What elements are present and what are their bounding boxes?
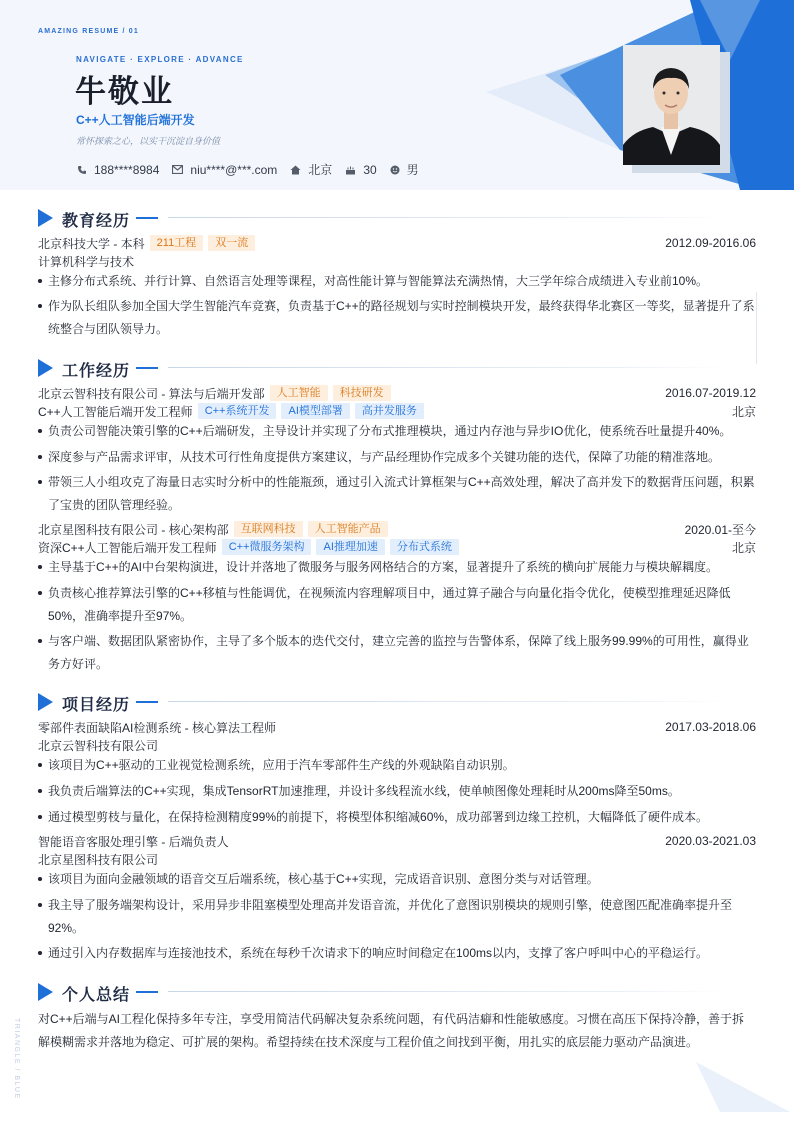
title-line bbox=[168, 991, 728, 992]
list-item: 带领三人小组攻克了海量日志实时分析中的性能瓶颈，通过引入流式计算框架与C++高效处理，解决了高并发下的数据背压问题，积累了宝贵的团队管理经验。 bbox=[38, 471, 756, 517]
role-name: 资深C++人工智能后端开发工程师 bbox=[38, 540, 217, 555]
email-text: niu****@***.com bbox=[190, 162, 278, 177]
resume-header bbox=[0, 0, 794, 190]
list-item: 该项目为面向金融领域的语音交互后端系统，核心基于C++实现，完成语音识别、意图分类与对话管理。 bbox=[38, 868, 756, 891]
company-name: 北京云智科技有限公司 - 算法与后端开发部 bbox=[38, 386, 265, 401]
contact-age bbox=[345, 163, 376, 177]
phone-icon bbox=[77, 165, 87, 175]
project-title: 零部件表面缺陷AI检测系统 - 核心算法工程师 bbox=[38, 720, 277, 735]
section-title-text: 个人总结 bbox=[62, 987, 131, 1004]
list-item: 深度参与产品需求评审，从技术可行性角度提供方案建议，与产品经理协作完成多个关键功能的迭代，保障了功能的精准落地。 bbox=[38, 446, 756, 469]
project-company-text: 北京云智科技有限公司 bbox=[38, 738, 159, 753]
title-line bbox=[168, 701, 728, 702]
company-tag: 科技研发 bbox=[333, 385, 391, 401]
top-label: AMAZING RESUME / 01 bbox=[38, 28, 139, 35]
company-tag: 人工智能 bbox=[270, 385, 328, 401]
work-company-row bbox=[38, 520, 756, 538]
role-tag: 分布式系统 bbox=[390, 539, 459, 555]
list-item: 我负责后端算法的C++实现，集成TensorRT加速推理，并设计多线程流水线，使单帧图像处理耗时从200ms降至50ms。 bbox=[38, 780, 756, 803]
project-header bbox=[38, 718, 756, 736]
major-text: 计算机科学与技术 bbox=[38, 254, 135, 269]
work-date: 2020.01-至今 bbox=[684, 522, 756, 537]
list-item: 通过模型剪枝与量化，在保持检测精度99%的前提下，将模型体积缩减60%，成功部署到边缘工控机，大幅降低了硬件成本。 bbox=[38, 806, 756, 829]
bullet-dot-icon bbox=[38, 429, 42, 433]
motto: 常怀探索之心，以实干沉淀自身价值 bbox=[76, 136, 221, 146]
bullet-dot-icon bbox=[38, 279, 42, 283]
work-city: 北京 bbox=[731, 404, 756, 419]
bullet-dot-icon bbox=[38, 951, 42, 955]
title-dash bbox=[136, 367, 158, 369]
project-header bbox=[38, 832, 756, 850]
triangle-marker-icon bbox=[38, 209, 53, 227]
role-tag: C++微服务架构 bbox=[222, 539, 312, 555]
smile-icon bbox=[390, 165, 400, 175]
education-date: 2012.09-2016.06 bbox=[665, 236, 756, 250]
mail-icon bbox=[172, 165, 183, 174]
role-tag: AI模型部署 bbox=[281, 403, 349, 419]
role-tag: 高并发服务 bbox=[355, 403, 424, 419]
contact-location bbox=[290, 161, 332, 178]
section-title-work bbox=[38, 358, 756, 378]
work-city: 北京 bbox=[731, 540, 756, 555]
profile-photo bbox=[623, 45, 720, 165]
location-text: 北京 bbox=[308, 163, 333, 177]
role-tag: AI推理加速 bbox=[316, 539, 384, 555]
work-date: 2016.07-2019.12 bbox=[665, 386, 756, 400]
list-item: 与客户端、数据团队紧密协作，主导了多个版本的迭代交付，建立完善的监控与告警体系，保障了线上服务99.99%的可用性，赢得业务方好评。 bbox=[38, 630, 756, 676]
bullet-dot-icon bbox=[38, 480, 42, 484]
section-title-text: 项目经历 bbox=[62, 697, 131, 714]
contact-gender bbox=[390, 161, 419, 178]
corner-triangle-decoration bbox=[690, 1060, 794, 1123]
title-line bbox=[168, 217, 728, 218]
side-rule bbox=[756, 292, 757, 364]
school-name: 北京科技大学 - 本科 bbox=[38, 236, 145, 251]
contact-bar bbox=[77, 161, 432, 178]
cake-icon bbox=[345, 165, 356, 175]
bullet-dot-icon bbox=[38, 877, 42, 881]
school-tag: 211工程 bbox=[150, 235, 204, 251]
project-company bbox=[38, 736, 756, 754]
home-icon bbox=[290, 165, 301, 175]
candidate-name: 牛敬业 bbox=[75, 74, 174, 109]
section-title-projects bbox=[38, 692, 756, 712]
bullet-dot-icon bbox=[38, 591, 42, 595]
title-dash bbox=[136, 991, 158, 993]
project-company-text: 北京星图科技有限公司 bbox=[38, 852, 159, 867]
title-line bbox=[168, 367, 728, 368]
role-name: C++人工智能后端开发工程师 bbox=[38, 404, 193, 419]
bullet-dot-icon bbox=[38, 639, 42, 643]
list-item: 主导基于C++的AI中台架构演进，设计并落地了微服务与服务网格结合的方案，显著提升了系统的横向扩展能力与模块解耦度。 bbox=[38, 556, 756, 579]
bullet-dot-icon bbox=[38, 763, 42, 767]
company-tag: 互联网科技 bbox=[234, 521, 303, 537]
list-item: 主修分布式系统、并行计算、自然语言处理等课程，对高性能计算与智能算法充满热情，大三学年综合成绩进入专业前10%。 bbox=[38, 270, 756, 293]
age-text: 30 bbox=[363, 162, 377, 177]
person-avatar-icon bbox=[623, 45, 720, 165]
summary-text: 对C++后端与AI工程化保持多年专注，享受用简洁代码解决复杂系统问题，有代码洁癖和性能敏感度。习惯在高压下保持冷静，善于拆解模糊需求并落地为稳定、可扩展的架构。希望持续在技术深度与工程价值之间找到平衡，用扎实的底层能力驱动产品演进。 bbox=[38, 1012, 745, 1049]
side-label: TRIANGLE / BLUE bbox=[13, 1018, 20, 1100]
section-title-text: 工作经历 bbox=[62, 363, 131, 380]
work-role-row bbox=[38, 538, 756, 556]
list-item: 作为队长组队参加全国大学生智能汽车竞赛，负责基于C++的路径规划与实时控制模块开发，最终获得华北赛区一等奖，显著提升了系统整合与团队领导力。 bbox=[38, 295, 756, 341]
education-major bbox=[38, 252, 756, 270]
section-title-text: 教育经历 bbox=[62, 213, 131, 230]
work-role-row bbox=[38, 402, 756, 420]
bullet-dot-icon bbox=[38, 815, 42, 819]
tagline: NAVIGATE · EXPLORE · ADVANCE bbox=[76, 55, 244, 64]
project-company bbox=[38, 850, 756, 868]
phone-text: 188****8984 bbox=[94, 162, 160, 177]
bullet-dot-icon bbox=[38, 304, 42, 308]
title-dash bbox=[136, 217, 158, 219]
contact-email bbox=[172, 163, 277, 177]
bullet-dot-icon bbox=[38, 565, 42, 569]
gender-text: 男 bbox=[406, 163, 419, 177]
project-date: 2017.03-2018.06 bbox=[665, 720, 756, 734]
role-tag: C++系统开发 bbox=[198, 403, 277, 419]
list-item: 通过引入内存数据库与连接池技术，系统在每秒千次请求下的响应时间稳定在100ms以内，支撑了客户呼叫中心的平稳运行。 bbox=[38, 942, 756, 965]
company-tag: 人工智能产品 bbox=[308, 521, 388, 537]
title-dash bbox=[136, 701, 158, 703]
bullet-dot-icon bbox=[38, 455, 42, 459]
project-title: 智能语音客服处理引擎 - 后端负责人 bbox=[38, 834, 229, 849]
project-date: 2020.03-2021.03 bbox=[665, 834, 756, 848]
list-item: 我主导了服务端架构设计，采用异步非阻塞模型处理高并发语音流，并优化了意图识别模块的规则引擎，使意图匹配准确率提升至92%。 bbox=[38, 894, 756, 940]
triangle-marker-icon bbox=[38, 359, 53, 377]
company-name: 北京星图科技有限公司 - 核心架构部 bbox=[38, 522, 229, 537]
triangle-marker-icon bbox=[38, 693, 53, 711]
bullet-dot-icon bbox=[38, 789, 42, 793]
triangle-marker-icon bbox=[38, 983, 53, 1001]
contact-phone bbox=[77, 163, 159, 177]
education-header bbox=[38, 234, 756, 252]
work-company-row bbox=[38, 384, 756, 402]
bullet-dot-icon bbox=[38, 903, 42, 907]
school-tag: 双一流 bbox=[208, 235, 255, 251]
section-title-summary bbox=[38, 982, 756, 1002]
list-item: 负责公司智能决策引擎的C++后端研发，主导设计并实现了分布式推理模块，通过内存池与异步IO优化，使系统吞吐量提升40%。 bbox=[38, 420, 756, 443]
list-item: 负责核心推荐算法引擎的C++移植与性能调优，在视频流内容理解项目中，通过算子融合与向量化指令优化，使模型推理延迟降低50%，准确率提升至97%。 bbox=[38, 582, 756, 628]
section-title-education bbox=[38, 208, 756, 228]
job-title: C++人工智能后端开发 bbox=[76, 113, 195, 127]
list-item: 该项目为C++驱动的工业视觉检测系统，应用于汽车零部件生产线的外观缺陷自动识别。 bbox=[38, 754, 756, 777]
